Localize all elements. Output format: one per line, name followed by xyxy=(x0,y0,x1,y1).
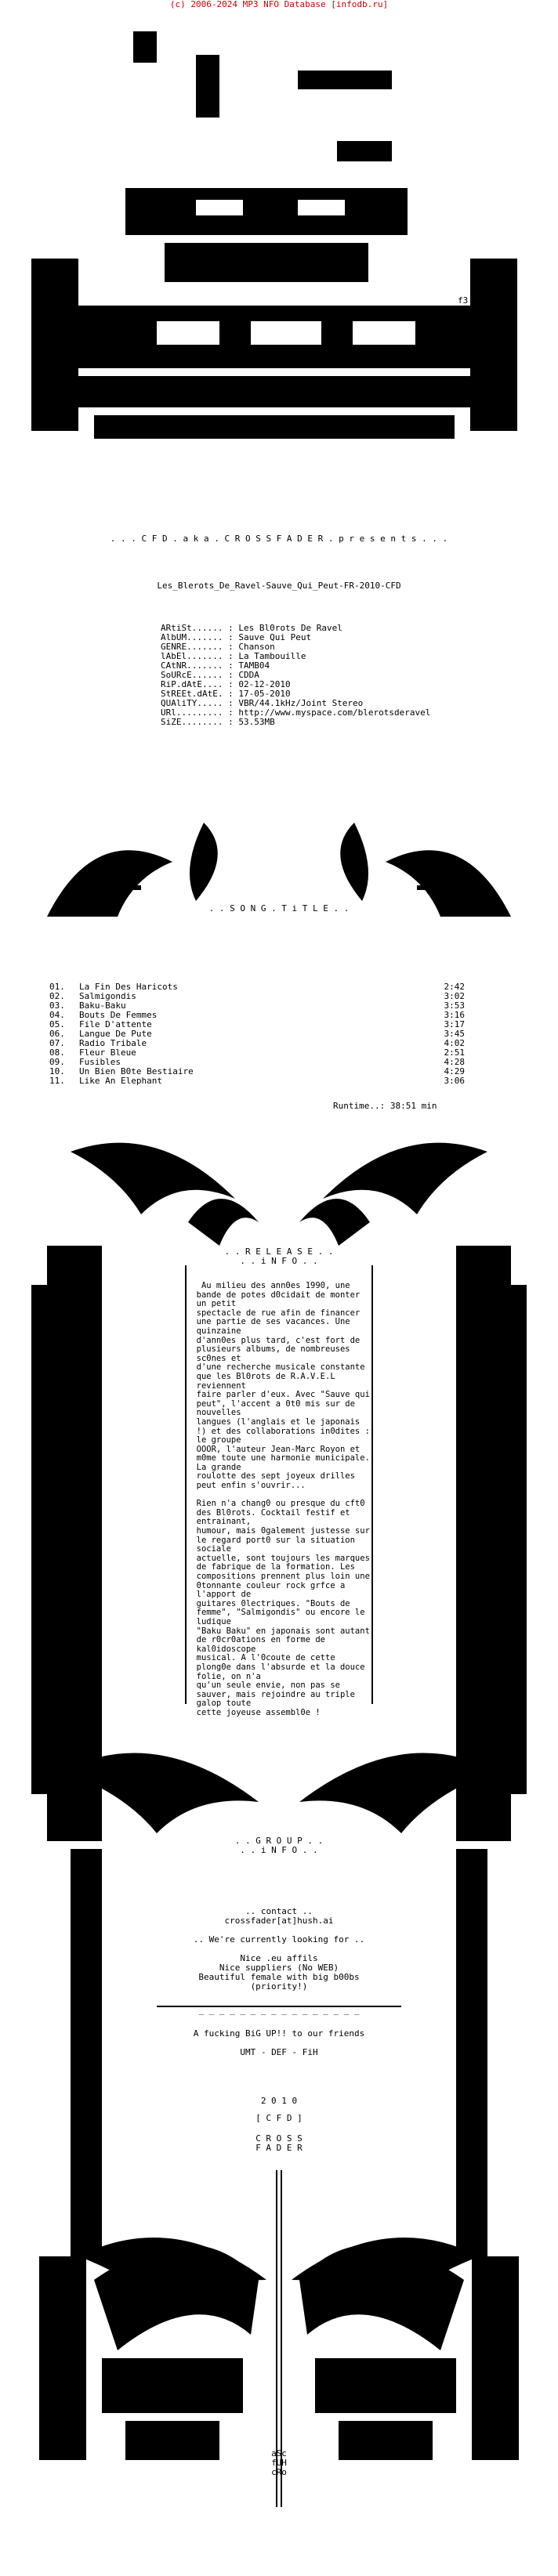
presents-line: . . . C F D . a k a . C R O S S F A D E R . p r e s e n t s . . . xyxy=(110,534,448,544)
info-row: SoURcE...... : CDDA xyxy=(161,670,259,680)
release-name: Les_Blerots_De_Ravel-Sauve_Qui_Peut-FR-2010-CFD xyxy=(157,581,401,591)
info-row: RiP.dAtE.... : 02-12-2010 xyxy=(161,679,291,689)
big-up-line: A fucking BiG UP!! to our friends xyxy=(193,2028,365,2039)
track-row: 02. Salmigondis 3:02 xyxy=(49,991,465,1001)
wanted-item: Beautiful female with big b00bs xyxy=(198,1972,360,1982)
release-info-text: Au milieu des ann0es 1990, une bande de potes d0cidait de monter un petit spectacle de rue afin de financer une partie de ses vacances. Une quinzaine d'ann0es plus tard, c'est fort de plusieurs albums, de nombreuses sc0nes et d'une recherche musicale constante que les Bl0rots de R.A.V.E.L reviennent faire parler d'eux. Avec "Sauve qui peut", l'accent a 0t0 mis sur de nouvelles langues (l'anglais et le japonais !) et des collaborations in0dites : le groupe OOOR, l'auteur Jean-Marc Royon et m0me toute une harmonie municipale. La grande roulotte des sept joyeux drilles peut enfin s'ouvrir... Rien n'a chang0 ou presque du cft0 des Bl0rots. Cocktail festif et entrainant, humour, mais 0galement justesse sur le regard port0 sur la situation sociale actuelle, sont toujours les marques de fabrique de la formation. Les compositions prennent plus loin une 0tonnante couleur rock grfce a l'apport de guitares 0lectriques. "Bouts de femme", "Salmigondis" ou encore le ludique "Baku Baku" en japonais sont autant de r0cr0ations en forme de kal0idoscope musical. A l'0coute de cette plong0e dans l'absurde et la douce folie, on n'a qu'un seule envie, non pas se sauver, mais rejoindre au triple galop toute cette joyeuse assembl0e ! xyxy=(196,1281,370,1717)
track-row: 04. Bouts De Femmes 3:16 xyxy=(49,1010,465,1020)
track-row: 06. Langue De Pute 3:45 xyxy=(49,1029,465,1039)
separator: _ _ _ _ _ _ _ _ _ _ _ _ _ _ _ _ xyxy=(198,2005,360,2015)
track-row: 09. Fusibles 4:28 xyxy=(49,1057,465,1067)
fader-word: F A D E R xyxy=(255,2143,303,2153)
song-title-header: . . S O N G . T i T L E . . xyxy=(208,903,350,914)
release-info-table xyxy=(161,624,430,727)
cfd-tag: [ C F D ] xyxy=(255,2113,303,2123)
track-row: 05. File D'attente 3:17 xyxy=(49,1019,465,1029)
top-logo-art xyxy=(0,24,558,462)
group-info-header: . . G R O U P . . . . i N F O . . xyxy=(234,1836,324,1855)
info-row: URl......... : http://www.myspace.com/blerotsderavel xyxy=(161,707,431,718)
wanted-item: (priority!) xyxy=(250,1981,308,1992)
track-row: 07. Radio Tribale 4:02 xyxy=(49,1038,465,1048)
wanted-item: Nice .eu affils xyxy=(240,1953,318,1963)
track-row: 01. La Fin Des Haricots 2:42 xyxy=(49,982,465,992)
contact-label: .. contact .. xyxy=(245,1906,313,1916)
info-row: QUAliTY..... : VBR/44.1kHz/Joint Stereo xyxy=(161,698,364,708)
info-row: GENRE....... : Chanson xyxy=(161,642,275,652)
year-tag: 2 0 1 0 xyxy=(260,2096,298,2106)
runtime: Runtime..: 38:51 min xyxy=(333,1101,437,1111)
track-row: 03. Baku-Baku 3:53 xyxy=(49,1000,465,1011)
header-copyright: (c) 2006-2024 MP3 NFO Database [infodb.ru] xyxy=(169,0,389,9)
info-row: lAbEl....... : La Tambouille xyxy=(161,651,306,661)
info-row: StREEt.dAtE. : 17-05-2010 xyxy=(161,689,291,699)
ascii-credit: aSc fUH cRo xyxy=(271,2448,287,2477)
track-row: 08. Fleur Bleue 2:51 xyxy=(49,1047,465,1058)
looking-for: .. We're currently looking for .. xyxy=(193,1934,365,1945)
contact-email[interactable]: crossfader[at]hush.ai xyxy=(224,1916,334,1926)
info-row: SiZE........ : 53.53MB xyxy=(161,717,275,727)
track-row: 11. Like An Elephant 3:06 xyxy=(49,1076,465,1086)
info-row: CAtNR....... : TAMB04 xyxy=(161,660,270,671)
tracklist xyxy=(49,982,465,1086)
cross-word: C R O S S xyxy=(255,2133,303,2144)
logo-side-tag: f3! cRo xyxy=(458,295,473,315)
friends-list: UMT - DEF - FiH xyxy=(240,2047,318,2057)
song-title-ornament xyxy=(0,807,558,940)
release-info-header: . . R E L E A S E . . . . i N F O . . xyxy=(224,1246,334,1266)
info-row: ARtiSt...... : Les Bl0rots De Ravel xyxy=(161,623,342,633)
info-row: AlbUM....... : Sauve Qui Peut xyxy=(161,632,312,642)
track-row: 10. Un Bien B0te Bestiaire 4:29 xyxy=(49,1066,465,1076)
wanted-item: Nice suppliers (No WEB) xyxy=(219,1963,339,1973)
